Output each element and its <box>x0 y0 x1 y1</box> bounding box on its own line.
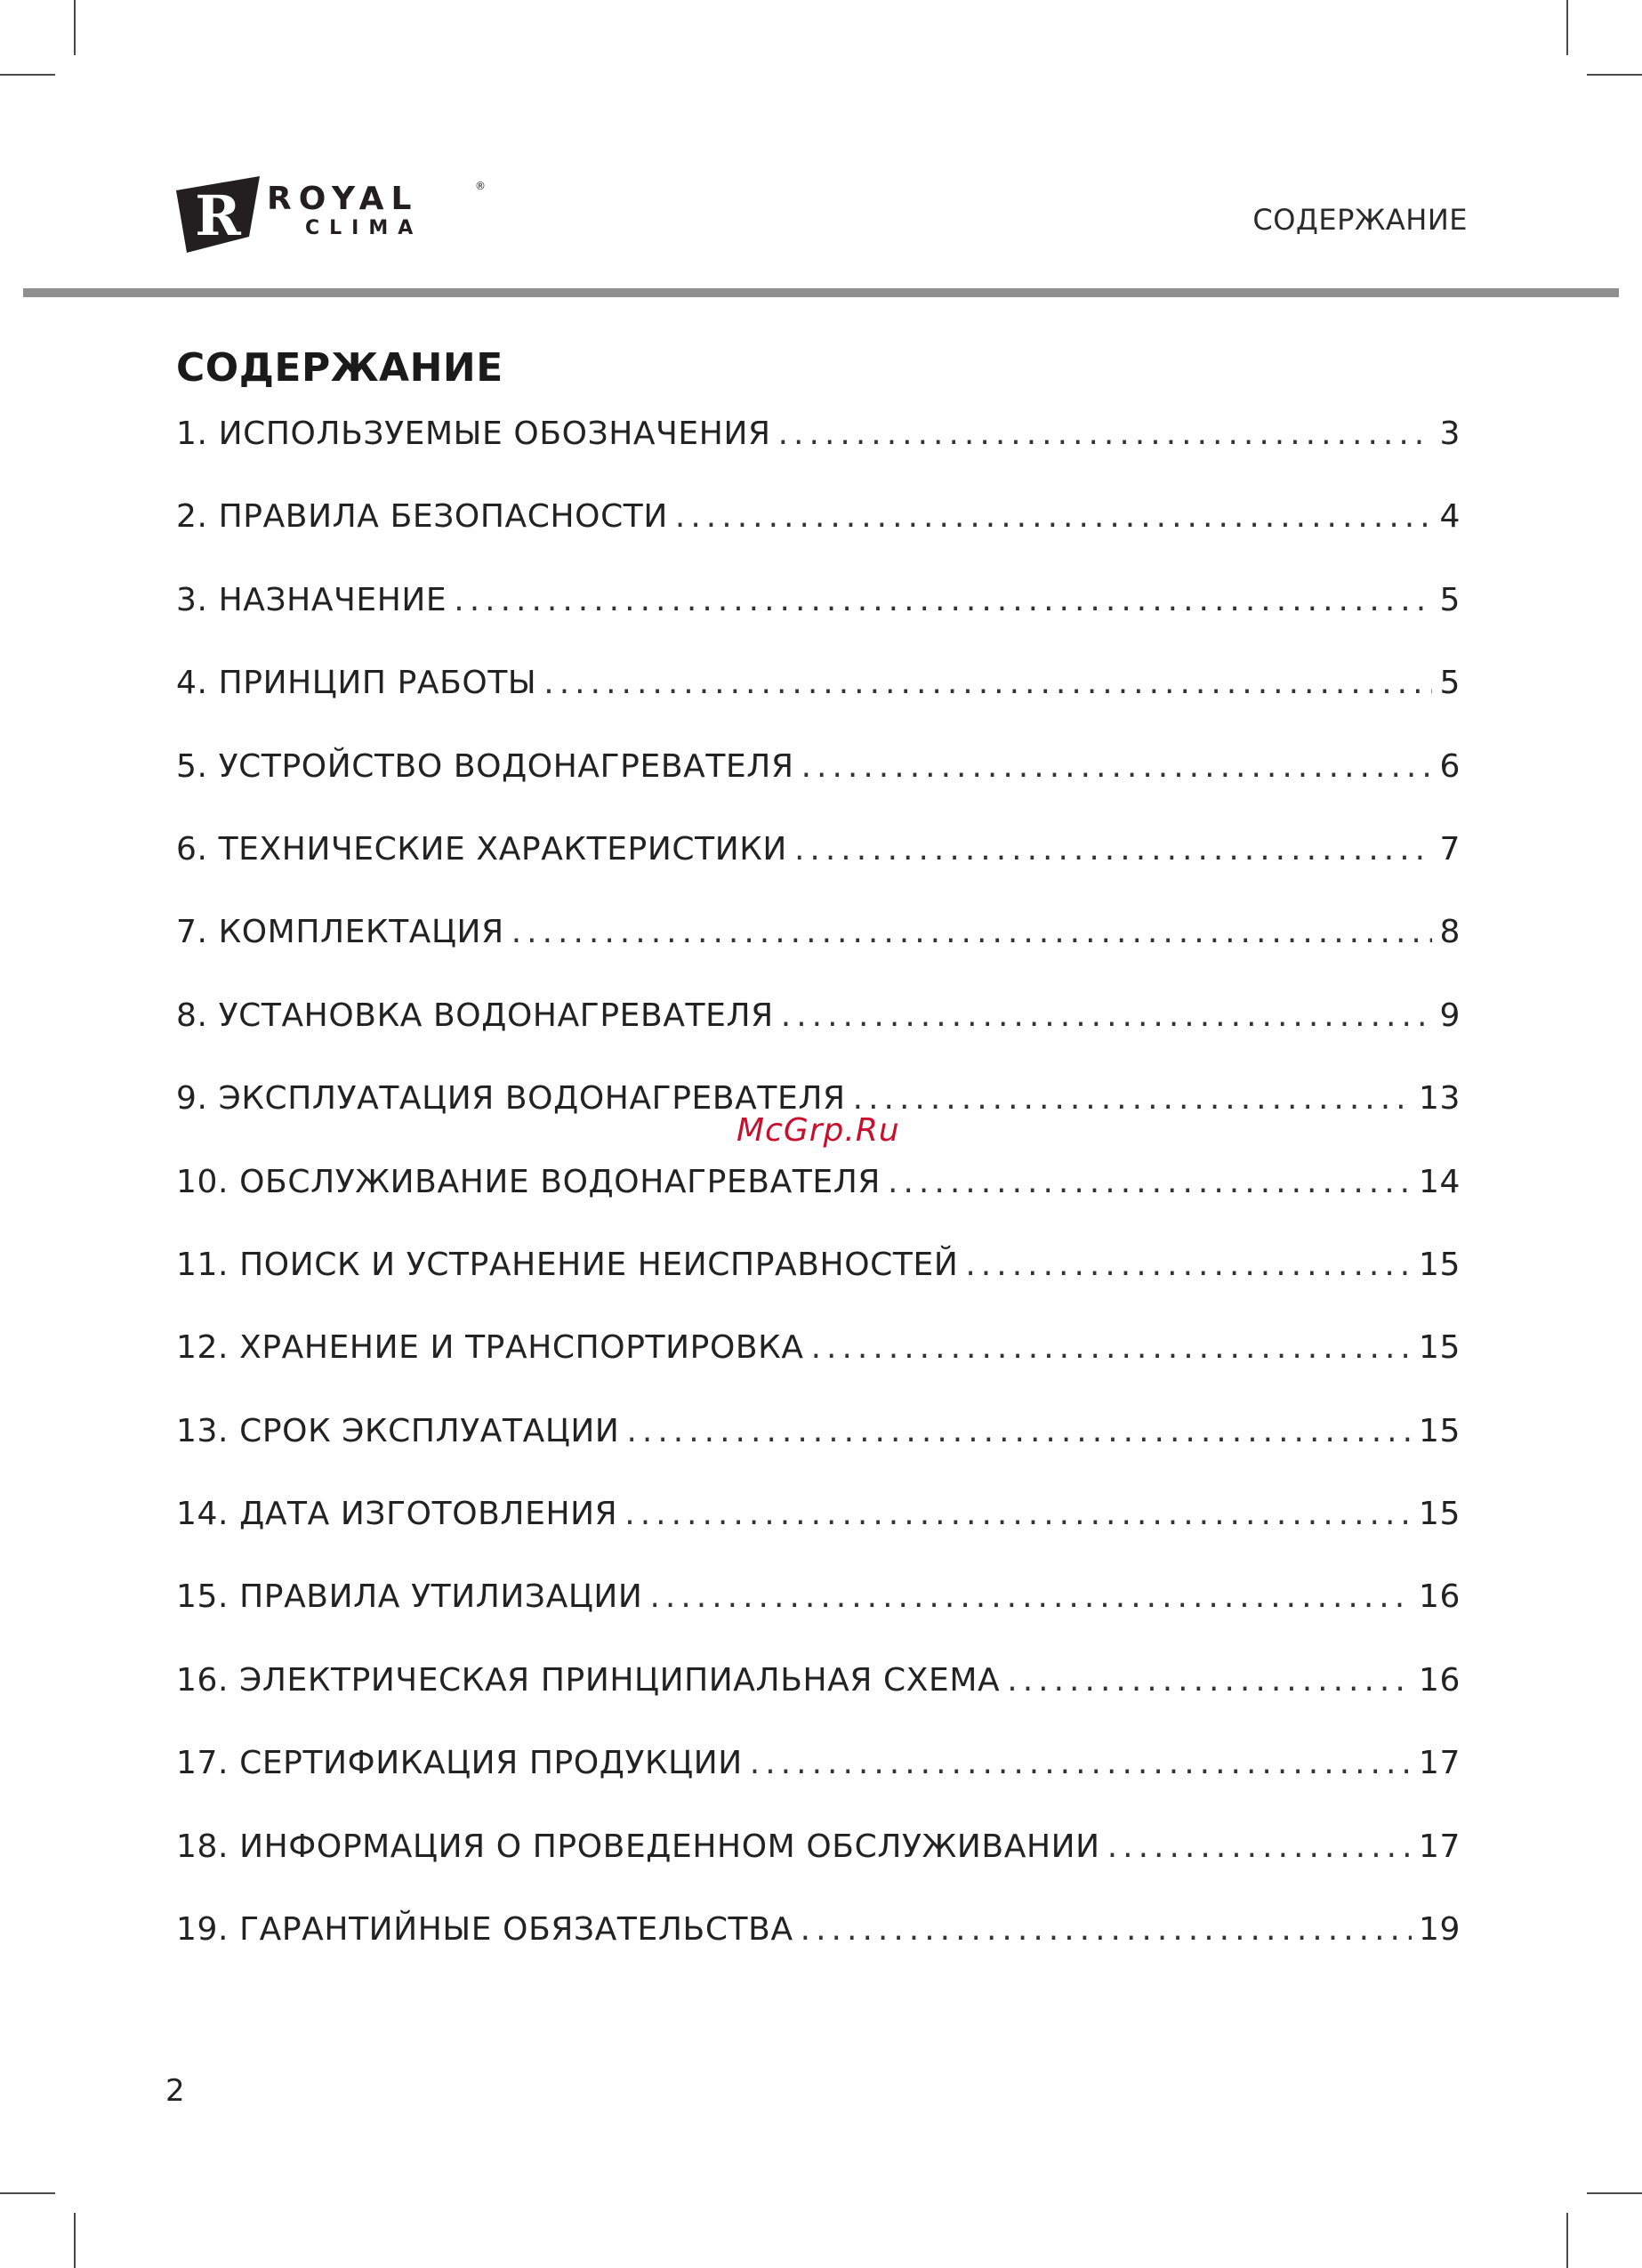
toc-item[interactable] <box>176 1910 1461 1993</box>
toc-item-page: 16 <box>1418 1661 1461 1699</box>
crop-mark <box>1587 2192 1642 2194</box>
toc-item-page: 15 <box>1418 1496 1461 1533</box>
toc-item-title: 13. СРОК ЭКСПЛУАТАЦИИ <box>176 1412 620 1449</box>
toc-item-page: 13 <box>1418 1080 1461 1118</box>
logo-mark-icon <box>174 174 262 254</box>
toc-item[interactable] <box>176 1246 1461 1328</box>
toc-item-page: 5 <box>1439 665 1461 702</box>
toc-item-title: 9. ЭКСПЛУАТАЦИЯ ВОДОНАГРЕВАТЕЛЯ <box>176 1080 846 1118</box>
toc-item[interactable] <box>176 415 1461 497</box>
toc-dot-leader <box>801 1910 1412 1949</box>
crop-mark <box>0 74 55 76</box>
svg-text:R: R <box>195 183 241 248</box>
brand-name-clima: CLIMA <box>305 217 423 239</box>
toc-item[interactable] <box>176 747 1461 830</box>
registered-mark: ® <box>475 180 486 192</box>
header-section-title: СОДЕРЖАНИЕ <box>1252 203 1468 237</box>
toc-dot-leader <box>626 1412 1412 1450</box>
toc-item-title: 10. ОБСЛУЖИВАНИЕ ВОДОНАГРЕВАТЕЛЯ <box>176 1163 881 1200</box>
toc-item[interactable] <box>176 1661 1461 1744</box>
brand-logo <box>174 174 484 254</box>
brand-name-royal: ROYAL <box>267 181 419 217</box>
toc-item[interactable] <box>176 581 1461 664</box>
toc-item[interactable] <box>176 497 1461 580</box>
page-number: 2 <box>165 2073 185 2109</box>
toc-item[interactable] <box>176 1412 1461 1495</box>
toc-dot-leader <box>511 913 1433 951</box>
toc-item[interactable] <box>176 1163 1461 1246</box>
toc-item-title: 3. НАЗНАЧЕНИЕ <box>176 581 447 618</box>
toc-dot-leader <box>454 581 1432 619</box>
toc-item-page: 15 <box>1418 1329 1461 1367</box>
toc-item-page: 14 <box>1418 1163 1461 1200</box>
toc-item-title: 17. СЕРТИФИКАЦИЯ ПРОДУКЦИИ <box>176 1745 743 1782</box>
toc-dot-leader <box>649 1578 1412 1616</box>
toc-dot-leader <box>801 747 1433 786</box>
toc-item-title: 12. ХРАНЕНИЕ И ТРАНСПОРТИРОВКА <box>176 1329 804 1367</box>
toc-dot-leader <box>811 1328 1412 1367</box>
header-divider <box>23 288 1619 297</box>
watermark: McGrp.Ru <box>736 1112 900 1149</box>
toc-item-page: 17 <box>1418 1745 1461 1782</box>
toc-item[interactable] <box>176 997 1461 1079</box>
toc-item-page: 4 <box>1439 498 1461 536</box>
toc-item-title: 4. ПРИНЦИП РАБОТЫ <box>176 665 537 702</box>
toc-item-title: 5. УСТРОЙСТВО ВОДОНАГРЕВАТЕЛЯ <box>176 747 794 785</box>
toc-dot-leader <box>965 1246 1412 1284</box>
toc-item[interactable] <box>176 1328 1461 1411</box>
crop-mark <box>1587 74 1642 76</box>
toc-item-title: 18. ИНФОРМАЦИЯ О ПРОВЕДЕННОМ ОБСЛУЖИВАНИИ <box>176 1828 1100 1865</box>
toc-item-page: 15 <box>1418 1412 1461 1449</box>
toc-item-page: 17 <box>1418 1828 1461 1865</box>
toc-dot-leader <box>1107 1828 1412 1866</box>
toc-item-title: 7. КОМПЛЕКТАЦИЯ <box>176 914 504 951</box>
toc-dot-leader <box>781 997 1433 1035</box>
toc-item-title: 16. ЭЛЕКТРИЧЕСКАЯ ПРИНЦИПИАЛЬНАЯ СХЕМА <box>176 1661 1001 1699</box>
toc-item-page: 5 <box>1439 581 1461 618</box>
toc-item-page: 6 <box>1439 747 1461 785</box>
toc-item-page: 19 <box>1418 1911 1461 1949</box>
toc-item-title: 11. ПОИСК И УСТРАНЕНИЕ НЕИСПРАВНОСТЕЙ <box>176 1246 959 1283</box>
toc-item[interactable] <box>176 1744 1461 1827</box>
toc-dot-leader <box>750 1744 1412 1782</box>
toc-item-title: 8. УСТАНОВКА ВОДОНАГРЕВАТЕЛЯ <box>176 997 774 1034</box>
toc-dot-leader <box>888 1163 1412 1201</box>
toc-item-title: 15. ПРАВИЛА УТИЛИЗАЦИИ <box>176 1578 643 1616</box>
toc-item[interactable] <box>176 1578 1461 1660</box>
toc-item[interactable] <box>176 1495 1461 1578</box>
table-of-contents <box>176 415 1461 1993</box>
crop-mark <box>0 2192 55 2194</box>
toc-item-page: 9 <box>1439 997 1461 1034</box>
page-title: СОДЕРЖАНИЕ <box>176 345 503 391</box>
toc-item-page: 15 <box>1418 1246 1461 1283</box>
toc-item-title: 19. ГАРАНТИЙНЫЕ ОБЯЗАТЕЛЬСТВА <box>176 1911 793 1949</box>
toc-dot-leader <box>675 497 1433 536</box>
toc-dot-leader <box>853 1079 1412 1118</box>
toc-dot-leader <box>778 415 1433 453</box>
toc-item-page: 7 <box>1439 830 1461 868</box>
toc-dot-leader <box>624 1495 1412 1533</box>
crop-mark <box>74 2213 76 2268</box>
toc-item[interactable] <box>176 664 1461 747</box>
crop-mark <box>74 0 76 55</box>
toc-dot-leader <box>543 664 1432 702</box>
toc-item-title: 6. ТЕХНИЧЕСКИЕ ХАРАКТЕРИСТИКИ <box>176 830 787 868</box>
toc-item-page: 16 <box>1418 1578 1461 1616</box>
toc-item-title: 2. ПРАВИЛА БЕЗОПАСНОСТИ <box>176 498 668 536</box>
toc-item-page: 3 <box>1439 416 1461 452</box>
toc-item-page: 8 <box>1439 914 1461 951</box>
toc-item[interactable] <box>176 1828 1461 1910</box>
crop-mark <box>1566 2213 1568 2268</box>
toc-dot-leader <box>1007 1661 1412 1699</box>
toc-dot-leader <box>794 830 1433 868</box>
toc-item[interactable] <box>176 830 1461 913</box>
crop-mark <box>1566 0 1568 55</box>
toc-item-title: 14. ДАТА ИЗГОТОВЛЕНИЯ <box>176 1496 618 1533</box>
toc-item-title: 1. ИСПОЛЬЗУЕМЫЕ ОБОЗНАЧЕНИЯ <box>176 416 771 452</box>
toc-item[interactable] <box>176 913 1461 996</box>
